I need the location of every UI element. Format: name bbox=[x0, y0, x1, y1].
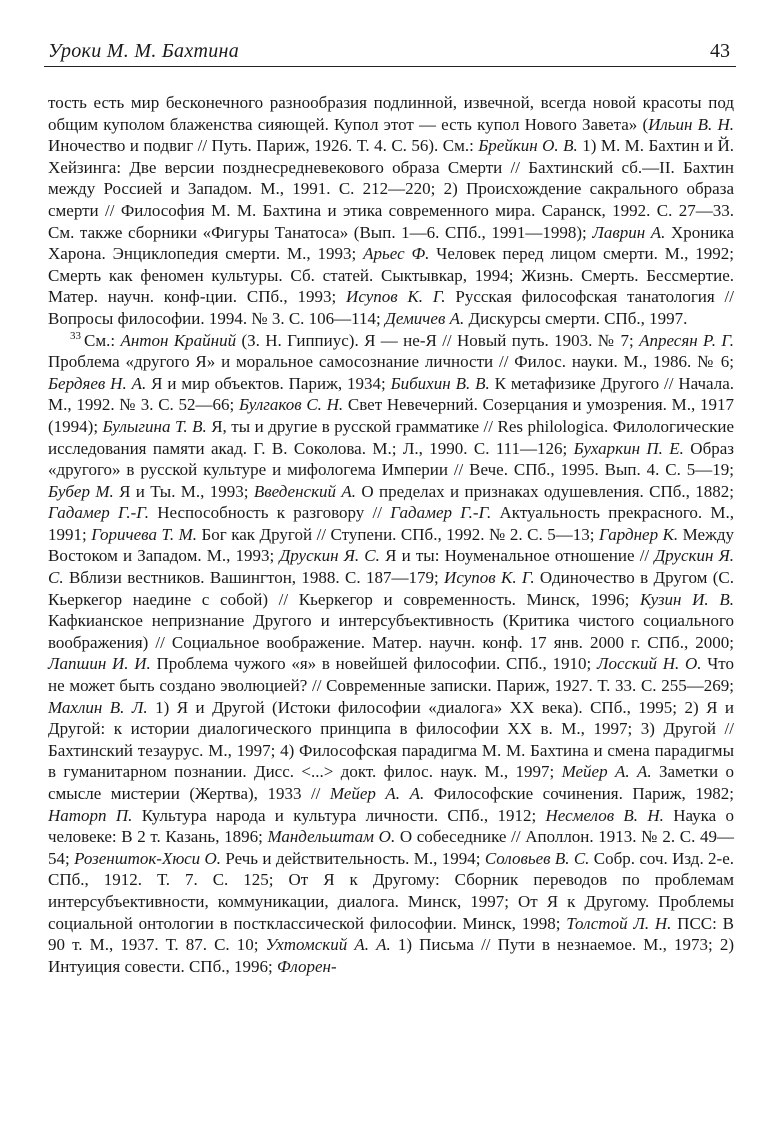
footnote-number: 33 bbox=[70, 329, 81, 342]
text-run: К метафизике Другого // Начала. М., 1992. № 3. С. 52—66; bbox=[48, 373, 734, 415]
footnote-paragraph bbox=[48, 330, 734, 978]
text-run: Неспособность к разговору // bbox=[148, 503, 391, 523]
text-run: Между Востоком и Западом. М., 1993; bbox=[48, 524, 734, 566]
text-run: (З. Н. Гиппиус). Я — не-Я // Новый путь. 1903. № 7; bbox=[236, 330, 640, 350]
text-run: 1) Письма // Пути в незнаемое. М., 1973; 2) Интуиция совести. СПб., 1996; bbox=[48, 935, 734, 976]
page-body bbox=[48, 92, 734, 977]
author-name: Мейер А. А. bbox=[329, 784, 425, 803]
author-name: Демичев А. bbox=[385, 308, 465, 328]
author-name: Друскин Я. С. bbox=[48, 546, 734, 588]
author-name: Флорен- bbox=[276, 956, 337, 976]
author-name: Мандельштам О. bbox=[267, 827, 396, 847]
author-name: Антон Крайний bbox=[120, 330, 237, 350]
text-run: Иночество и подвиг // Путь. Париж, 1926. Т. 4. С. 56). См.: bbox=[48, 136, 479, 156]
author-name: Мейер А. А. bbox=[561, 762, 652, 782]
text-run: Хроника Харона. Энциклопедия смерти. М., 1993; bbox=[48, 222, 734, 264]
text-run: О пределах и признаках одушевления. СПб., 1882; bbox=[356, 481, 735, 501]
author-name: Булыгина Т. В. bbox=[102, 416, 207, 436]
running-header bbox=[44, 36, 736, 67]
author-name: Горичева Т. М. bbox=[91, 524, 197, 544]
text-run: Кафкианское непризнание Другого и интерсубъективность (Критика чистого социального воображения) // Социальное воображение. Матер. научн. конф. 17 янв. 2000 г. СПб., 2000; bbox=[48, 611, 734, 652]
author-name: Друскин Я. С. bbox=[279, 546, 380, 566]
page-number: 43 bbox=[710, 40, 730, 62]
text-run: Я и ты: Ноуменальное отношение // bbox=[379, 546, 655, 566]
author-name: Ухтомский А. А. bbox=[265, 935, 391, 955]
text-run: См.: bbox=[84, 330, 121, 350]
text-run: тость есть мир бесконечного разнообразия подлинной, извечной, всегда новой красоты под общим куполом блаженства сияющей. Купол этот — есть купол Нового Завета» ( bbox=[48, 93, 734, 134]
text-run: ПСС: В 90 т. М., 1937. Т. 87. С. 10; bbox=[48, 913, 734, 955]
text-run: Вблизи вестников. Вашингтон, 1988. С. 187—179; bbox=[63, 568, 445, 588]
author-name: Введенский А. bbox=[253, 481, 357, 501]
continued-paragraph bbox=[48, 92, 734, 330]
text-run: О собеседнике // Аполлон. 1913. № 2. С. 49—54; bbox=[48, 827, 734, 868]
text-run: Культура народа и культура личности. СПб., 1912; bbox=[132, 805, 546, 825]
author-name: Кузин И. В. bbox=[640, 589, 734, 609]
author-name: Розеншток-Хюси О. bbox=[74, 848, 222, 868]
text-run: 1) Я и Другой (Истоки философии «диалога» XX века). СПб., 1995; 2) Я и Другой: к истории диалогического принципа в философии XX в. М., 1997; 3) Другой // Бахтинский тезаурус. М., 1997; 4) Философская парадигма М. М. Бахтина и смена парадигмы в гуманитарном познании. Дисс. <...> докт. филос. наук. М., 1997; bbox=[48, 697, 735, 782]
text-run: Бог как Другой // Ступени. СПб., 1992. № 2. С. 5—13; bbox=[197, 524, 599, 544]
author-name: Булгаков С. Н. bbox=[238, 395, 344, 415]
author-name: Гадамер Г.-Г. bbox=[48, 503, 149, 523]
author-name: Лаврин А. bbox=[592, 222, 666, 242]
author-name: Апресян Р. Г. bbox=[639, 330, 734, 350]
author-name: Бубер М. bbox=[48, 481, 114, 501]
author-name: Бибихин В. В. bbox=[390, 373, 490, 393]
text-run: Русская философская танатология // Вопросы философии. 1994. № 3. С. 106—114; bbox=[48, 287, 735, 328]
text-run: 1) М. М. Бахтин и Й. Хейзинга: Две версии позднесредневекового образа Смерти // Бахтинский сб.—II. Бахтин между Россией и Западом. М., 1991. С. 212—220; 2) Происхождение сакрального образа смерти // Философия М. М. Бахтина и этика современного мира. Саранск, 1992. С. 27—33. См. также сборники «Фигуры Танатоса» (Вып. 1—6. СПб., 1991—1998); bbox=[48, 136, 734, 242]
author-name: Лапшин И. И. bbox=[48, 654, 151, 674]
text-run: Проблема «другого Я» и моральное самосознание личности // Филос. науки. М., 1986. № 6; bbox=[48, 352, 734, 372]
author-name: Брейкин О. В. bbox=[478, 136, 578, 156]
text-run: Проблема чужого «я» в новейшей философии. СПб., 1910; bbox=[150, 654, 597, 674]
text-run: Образ «другого» в русской культуре и мифологема Империи // Вече. СПб., 1995. Вып. 4. С. 5—19; bbox=[48, 438, 734, 480]
author-name: Ильин В. Н. bbox=[648, 114, 734, 134]
text-run: Философские сочинения. Париж, 1982; bbox=[424, 784, 735, 803]
author-name: Арьес Ф. bbox=[363, 244, 430, 264]
text-run: Одиночество в Другом (С. Кьеркегор наедине с собой) // Кьеркегор и современность. Минск, 1996; bbox=[48, 568, 734, 609]
author-name: Исупов К. Г. bbox=[444, 568, 535, 588]
author-name: Толстой Л. Н. bbox=[566, 913, 672, 933]
author-name: Бухаркин П. Е. bbox=[573, 438, 684, 458]
text-run: Наука о человеке: В 2 т. Казань, 1896; bbox=[48, 805, 735, 847]
running-title: Уроки М. М. Бахтина bbox=[48, 40, 240, 62]
text-run: Заметки о смысле мистерии (Жертва), 1933 // bbox=[48, 762, 735, 803]
text-run: Собр. соч. Изд. 2-е. СПб., 1912. Т. 7. С. 125; От Я к Другому: Сборник переводов по проблемам интерсубъективности, коммуникации, диалога. Минск, 1997; От Я к Другому. Проблемы социальной онтологии в постклассической философии. Минск, 1998; bbox=[48, 848, 734, 933]
author-name: Соловьев В. С. bbox=[484, 848, 590, 868]
text-run: Я, ты и другие в русской грамматике // Res philologica. Филологические исследования памяти акад. Г. В. Соколова. М.; Л., 1990. С. 111—126; bbox=[48, 416, 735, 458]
author-name: Бердяев Н. А. bbox=[48, 373, 147, 393]
text-run: Я и Ты. М., 1993; bbox=[113, 481, 254, 501]
author-name: Гадамер Г.-Г. bbox=[390, 503, 492, 523]
author-name: Гарднер К. bbox=[599, 524, 679, 544]
text-run: Я и мир объектов. Париж, 1934; bbox=[146, 373, 391, 393]
author-name: Исупов К. Г. bbox=[346, 287, 446, 307]
author-name: Лосский Н. О. bbox=[596, 654, 702, 674]
text-run: Что не может быть создано эволюцией? // Современные записки. Париж, 1927. Т. 33. С. 255—269; bbox=[48, 654, 734, 696]
text-run: Дискурсы смерти. СПб., 1997. bbox=[464, 308, 688, 328]
author-name: Наторп П. bbox=[48, 805, 133, 825]
text-run: Человек перед лицом смерти. М., 1992; Смерть как феномен культуры. Сб. статей. Сыктывкар, 1994; Жизнь. Смерть. Бессмертие. Матер. научн. конф-ции. СПб., 1993; bbox=[48, 244, 734, 307]
text-run: Речь и действительность. М., 1994; bbox=[221, 848, 485, 868]
author-name: Махлин В. Л. bbox=[48, 697, 148, 717]
text-run: Актуальность прекрасного. М., 1991; bbox=[48, 503, 735, 544]
author-name: Несмелов В. Н. bbox=[545, 805, 664, 825]
text-run: Свет Невечерний. Созерцания и умозрения. М., 1917 (1994); bbox=[48, 395, 734, 436]
